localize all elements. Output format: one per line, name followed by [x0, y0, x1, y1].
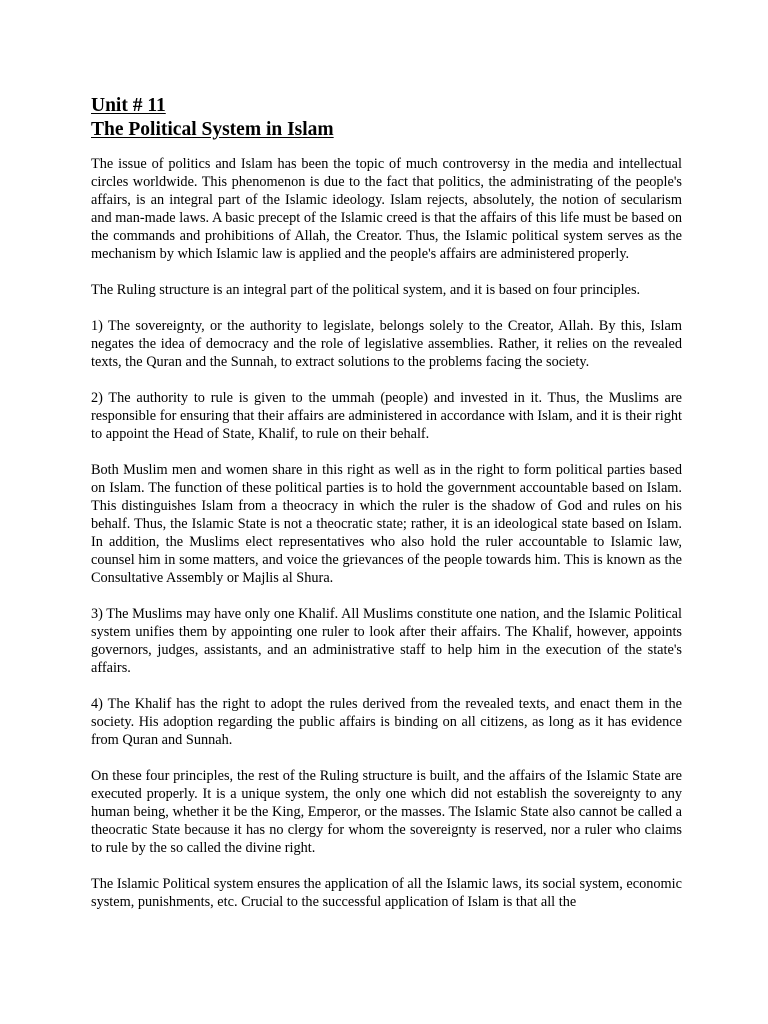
paragraph-principle-1: 1) The sovereignty, or the authority to legislate, belongs solely to the Creator, Allah. By this, Islam negates the idea of democracy and the role of legislative assemblies. Rather, it relies on the revealed texts, the Quran and the Sunnah, to extract solutions to the problems facing the society. [91, 318, 682, 370]
paragraph-ruling-summary: On these four principles, the rest of the Ruling structure is built, and the affairs of the Islamic State are executed properly. It is a unique system, the only one which did not establish the sovereignty to any human being, whether it be the King, Emperor, or the masses. The Islamic State also cannot be called a theocratic State because it has no clergy for whom the sovereignty is reserved, nor a ruler who claims to rule by the so called the divine right. [91, 768, 682, 856]
paragraph-principle-4: 4) The Khalif has the right to adopt the rules derived from the revealed texts, and enact them in the society. His adoption regarding the public affairs is binding on all citizens, as long as it has evidence from Quran and Sunnah. [91, 696, 682, 748]
main-title: The Political System in Islam [91, 119, 334, 140]
paragraph-political-parties: Both Muslim men and women share in this right as well as in the right to form political parties based on Islam. The function of these political parties is to hold the government accountable based on Islam. This distinguishes Islam from a theocracy in which the ruler is the shadow of God and rules on his behalf. Thus, the Islamic State is not a theocratic state; rather, it is an ideological state based on Islam. In addition, the Muslims elect representatives who also hold the ruler accountable to Islamic law, counsel him in some matters, and voice the grievances of the people towards him. This is known as the Consultative Assembly or Majlis al Shura. [91, 462, 682, 586]
paragraph-principle-3: 3) The Muslims may have only one Khalif. All Muslims constitute one nation, and the Islamic Political system unifies them by appointing one ruler to look after their affairs. The Khalif, however, appoints governors, judges, assistants, and an administrative staff to help him in the execution of the state's affairs. [91, 606, 682, 676]
unit-title: Unit # 11 [91, 95, 166, 116]
paragraph-intro: The issue of politics and Islam has been the topic of much controversy in the media and intellectual circles worldwide. This phenomenon is due to the fact that politics, the administrating of the people's affairs, is an integral part of the Islamic ideology. Islam rejects, absolutely, the notion of secularism and man-made laws. A basic precept of the Islamic creed is that the affairs of this life must be based on the commands and prohibitions of Allah, the Creator. Thus, the Islamic political system serves as the mechanism by which Islamic law is applied and the people's affairs are administered properly. [91, 156, 682, 262]
paragraph-application: The Islamic Political system ensures the application of all the Islamic laws, its social system, economic system, punishments, etc. Crucial to the successful application of Islam is that all the [91, 876, 682, 910]
document-body [91, 155, 682, 911]
paragraph-ruling-structure: The Ruling structure is an integral part of the political system, and it is based on four principles. [91, 282, 641, 298]
paragraph-principle-2: 2) The authority to rule is given to the ummah (people) and invested in it. Thus, the Muslims are responsible for ensuring that their affairs are administered in accordance with Islam, and it is their right to appoint the Head of State, Khalif, to rule on their behalf. [91, 390, 682, 442]
